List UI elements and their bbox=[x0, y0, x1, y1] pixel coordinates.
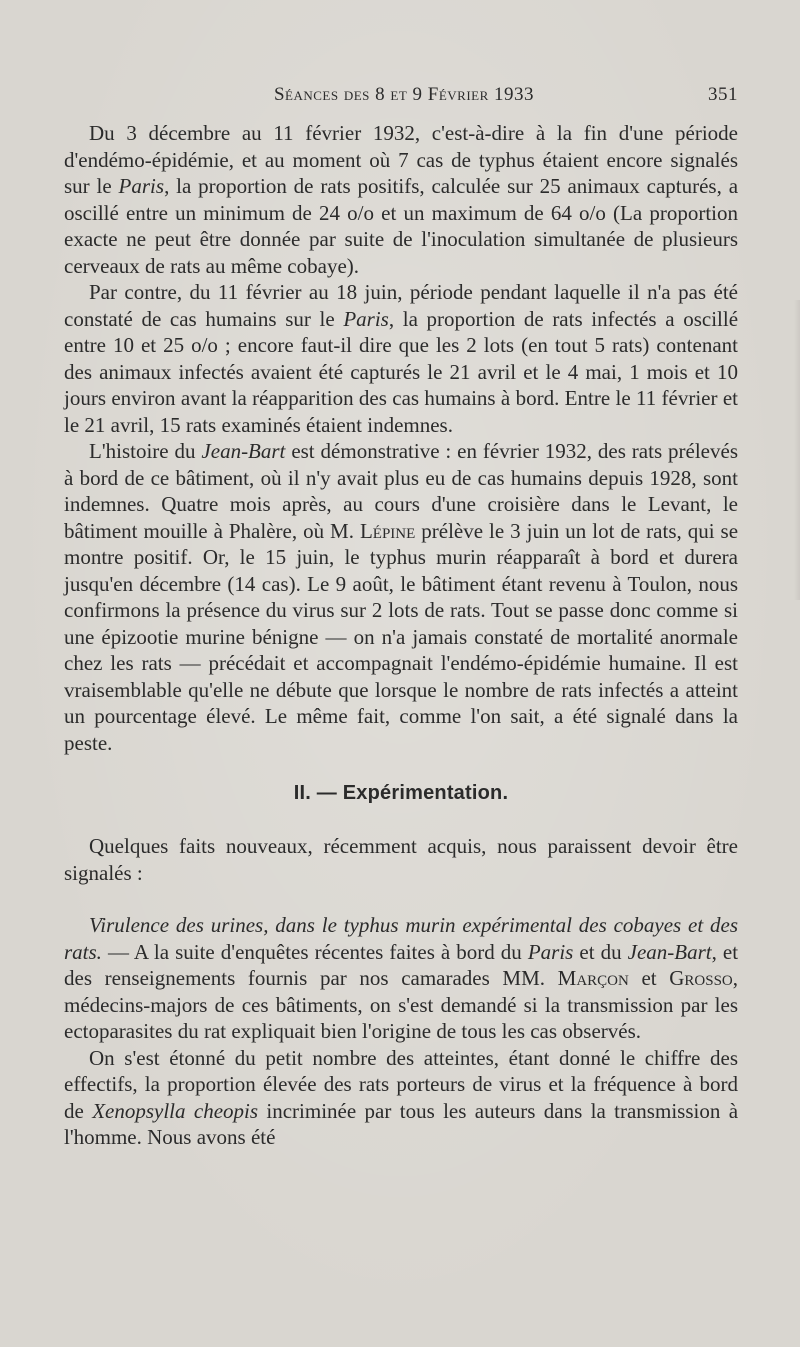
section-heading: II. — Expérimentation. bbox=[293, 782, 509, 804]
ship-name: Jean-Bart bbox=[627, 939, 712, 964]
person-name: Lépine bbox=[359, 518, 416, 543]
subsection-title: Virulence des urines, dans le typhus murin expérimental des cobayes et des rats. bbox=[64, 913, 738, 964]
p6-rest: incriminée par tous les auteurs dans la transmission à l'homme. Nous avons été bbox=[64, 1098, 739, 1149]
p3-mid: est démonstrative : en février 1932, des rats prélevés à bord de ce bâtiment, où il n'y avait plus eu de cas humains depuis 1928, sont indemnes. Quatre mois après, au cours d'une croisière dans le Levant, le bâtiment mouille à Phalère, où M. bbox=[64, 439, 738, 543]
paragraph-1 bbox=[64, 120, 738, 279]
person-name: Grosso bbox=[669, 966, 733, 990]
p5-a: — A la suite d'enquêtes récentes faites à bord du bbox=[107, 939, 522, 964]
p2-start: Par contre, du 11 février au 18 juin, période pendant laquelle il n'a pas été constaté de cas humains sur le bbox=[64, 280, 738, 331]
running-head: Séances des 8 et 9 Février 1933 bbox=[273, 84, 535, 105]
page-edge-shadow bbox=[794, 300, 800, 600]
page-number: 351 bbox=[708, 84, 738, 105]
ship-name: Jean-Bart bbox=[201, 439, 286, 463]
p2-rest: , la proportion de rats infectés a oscillé entre 10 et 25 o/o ; encore faut-il dire que les 2 lots (en tout 5 rats) contenant des animaux infectés avaient été capturés le 21 avril et le 4 mai, 1 mois et 10 jours environ avant la réapparition des cas humains à bord. Entre le 11 février et le 21 avril, 15 rats examinés étaient indemnes. bbox=[64, 306, 739, 437]
paragraph-3 bbox=[64, 438, 738, 756]
page-header bbox=[70, 84, 738, 114]
ship-name: Paris bbox=[343, 306, 389, 331]
p3-rest: prélève le 3 juin un lot de rats, qui se montre positif. Or, le 15 juin, le typhus murin réapparaît à bord et durera jusqu'en décembre (14 cas). Le 9 août, le bâtiment étant revenu à Toulon, nous confirmons la présence du virus sur 2 lots de rats. Tout se passe donc comme si une épizootie murine bénigne — on n'a jamais constaté de mortalité anormale chez les rats — précédait et accompagnait l'endémo-épidémie humaine. Il est vraisemblable qu'elle ne débute que lorsque le nombre de rats infectés a atteint un pourcentage élevé. Le même fait, comme l'on sait, a été signalé dans la peste. bbox=[64, 518, 739, 755]
paragraph-5 bbox=[64, 912, 738, 1045]
p3-start: L'histoire du bbox=[89, 439, 196, 463]
p5-c: , et des renseignements fournis par nos camarades MM. bbox=[64, 939, 739, 990]
paragraph-6 bbox=[64, 1045, 738, 1151]
ship-name: Paris bbox=[527, 939, 574, 964]
ship-name: Paris bbox=[118, 174, 165, 198]
p5-e: , médecins-majors de ces bâtiments, on s'est demandé si la transmission par les ectoparasites du rat expliquait bien l'origine de tous les cas observés. bbox=[64, 966, 739, 1043]
paragraph-spacer bbox=[64, 886, 738, 912]
p5-b: et du bbox=[579, 939, 622, 964]
p6-start: On s'est étonné du petit nombre des atteintes, étant donné le chiffre des effectifs, la proportion élevée des rats porteurs de virus et la fréquence à bord de bbox=[64, 1045, 738, 1123]
p1-rest: , la proportion de rats positifs, calculée sur 25 animaux capturés, a oscillé entre un minimum de 24 o/o et un maximum de 64 o/o (La proportion exacte ne peut être donnée par suite de l'inoculation simultanée de plusieurs cerveaux de rats au même cobaye). bbox=[64, 174, 739, 278]
paragraph-4: Quelques faits nouveaux, récemment acquis, nous paraissent devoir être signalés : bbox=[64, 834, 738, 885]
p5-d: et bbox=[641, 966, 657, 990]
person-name: Marçon bbox=[557, 966, 629, 990]
body-text bbox=[64, 120, 738, 1151]
species-name: Xenopsylla cheopis bbox=[92, 1098, 259, 1123]
p1-text: Du 3 décembre au 11 février 1932, c'est-à-dire à la fin d'une période d'endémo-épidémie, et au moment où 7 cas de typhus étaient encore signalés sur le bbox=[64, 121, 738, 198]
paragraph-2 bbox=[64, 279, 738, 438]
